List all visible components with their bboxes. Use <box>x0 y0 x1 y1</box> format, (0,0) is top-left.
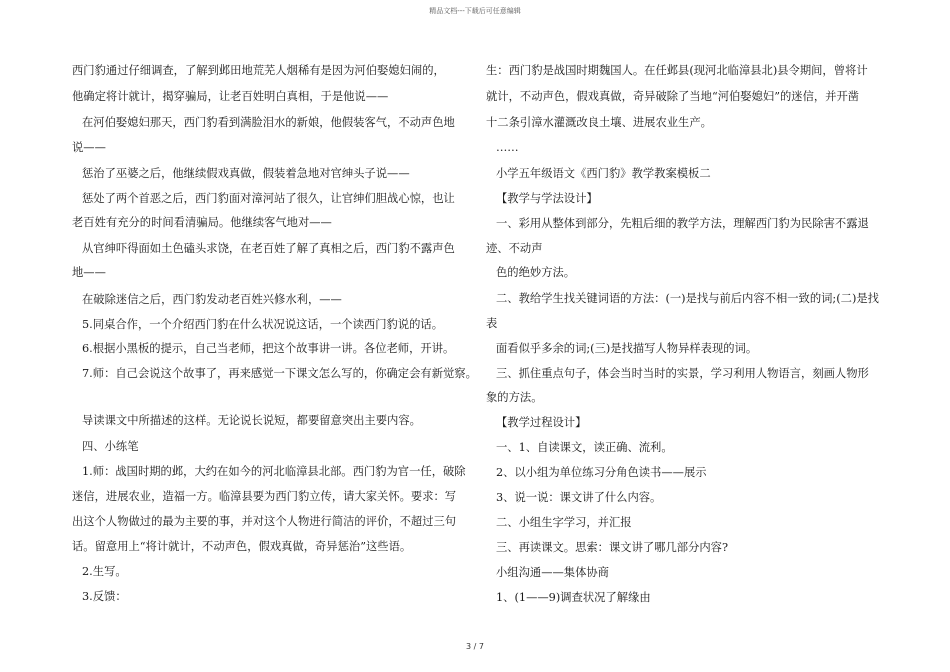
text-line: 一、彩用从整体到部分，先粗后细的教学方法，理解西门豹为民除害不露退 <box>496 217 869 230</box>
text-line: 迹、不动声 <box>486 242 543 255</box>
text-line: 十二条引漳水灌溉改良土壤、进展农业生产。 <box>486 116 712 129</box>
text-line: 三、再读课文。思索：课文讲了哪几部分内容? <box>496 541 728 554</box>
section-heading: 【教学与学法设计】 <box>496 192 598 205</box>
text-line: 表 <box>486 317 498 330</box>
text-line: 2、以小组为单位练习分角色读书——展示 <box>496 466 707 479</box>
text-line: …… <box>496 141 519 154</box>
text-line: 三、抓住重点句子，体会当时当时的实景，学习利用人物语言，刻画人物形 <box>496 367 869 380</box>
text-line: 1、(1——9)调查状况了解缘由 <box>496 591 651 604</box>
text-line: 二、教给学生找关键词语的方法：(一)是找与前后内容不相一致的词;(二)是找 <box>496 292 879 305</box>
section-heading: 四、小练笔 <box>82 440 139 453</box>
text-line: 2.生写。 <box>82 565 127 578</box>
text-line: 象的方法。 <box>486 391 543 404</box>
text-line: 就计，不动声色，假戏真做，奇异破除了当地“河伯娶媳妇”的迷信，并开凿 <box>486 90 860 103</box>
text-line: 5.同桌合作，一个介绍西门豹在什么状况说这话，一个读西门豹说的话。 <box>82 318 443 331</box>
text-line: 老百姓有充分的时间看清骗局。他继续客气地对—— <box>72 216 332 229</box>
text-line: 面看似乎多余的词;(三)是找描写人物异样表现的词。 <box>496 342 758 355</box>
text-line: 话。留意用上“将计就计，不动声色，假戏真做，奇异惩治”这些语。 <box>72 540 412 553</box>
text-line: 西门豹通过仔细调查，了解到邺田地荒芜人烟稀有是因为河伯娶媳妇闹的， <box>72 64 445 77</box>
text-line: 从官绅吓得面如土色磕头求饶，在老百姓了解了真相之后，西门豹不露声色 <box>82 242 455 255</box>
text-line: 在河伯娶媳妇那天，西门豹看到满脸泪水的新娘，他假装客气，不动声色地 <box>82 116 455 129</box>
text-line: 地—— <box>72 266 106 279</box>
text-line: 说—— <box>72 141 106 154</box>
page-header: 精品文档---下载后可任意编辑 <box>429 7 521 15</box>
text-line: 1.师：战国时期的邺，大约在如今的河北临漳县北部。西门豹为官一任，破除 <box>82 465 466 478</box>
text-line: 惩治了巫婆之后，他继续假戏真做，假装着急地对官绅头子说—— <box>82 167 410 180</box>
text-line: 小组沟通——集体协商 <box>496 566 609 579</box>
section-heading: 小学五年级语文《西门豹》教学教案模板二 <box>496 167 711 180</box>
text-line: 6.根据小黑板的提示，自己当老师，把这个故事讲一讲。各位老师，开讲。 <box>82 342 455 355</box>
text-line: 3、说一说：课文讲了什么内容。 <box>496 491 662 504</box>
section-heading: 【教学过程设计】 <box>496 416 587 429</box>
text-line: 他确定将计就计，揭穿骗局，让老百姓明白真相，于是他说—— <box>72 90 389 103</box>
text-line: 惩处了两个首恶之后，西门豹面对漳河站了很久，让官绅们胆战心惊，也让 <box>82 192 455 205</box>
text-line: 7.师：自己会说这个故事了，再来感觉一下课文怎么写的，你确定会有新觉察。 <box>82 367 477 380</box>
text-line: 出这个人物做过的最为主要的事，并对这个人物进行简洁的评价，不超过三句 <box>72 515 457 528</box>
text-line: 3.反馈： <box>82 590 127 603</box>
text-line: 在破除迷信之后，西门豹发动老百姓兴修水利，—— <box>82 293 342 306</box>
text-line: 生：西门豹是战国时期魏国人。在任邺县(现河北临漳县北)县令期间，曾将计 <box>486 64 868 77</box>
page-number: 3 / 7 <box>466 642 484 651</box>
text-line: 迷信，进展农业，造福一方。临漳县要为西门豹立传，请大家关怀。要求：写 <box>72 490 457 503</box>
text-line: 一、1、自读课文，读正确、流利。 <box>496 441 673 454</box>
text-line: 二、小组生字学习，并汇报 <box>496 516 632 529</box>
text-line: 导读课文中所描述的这样。无论说长说短，都要留意突出主要内容。 <box>82 414 421 427</box>
text-line: 色的绝妙方法。 <box>496 266 576 279</box>
